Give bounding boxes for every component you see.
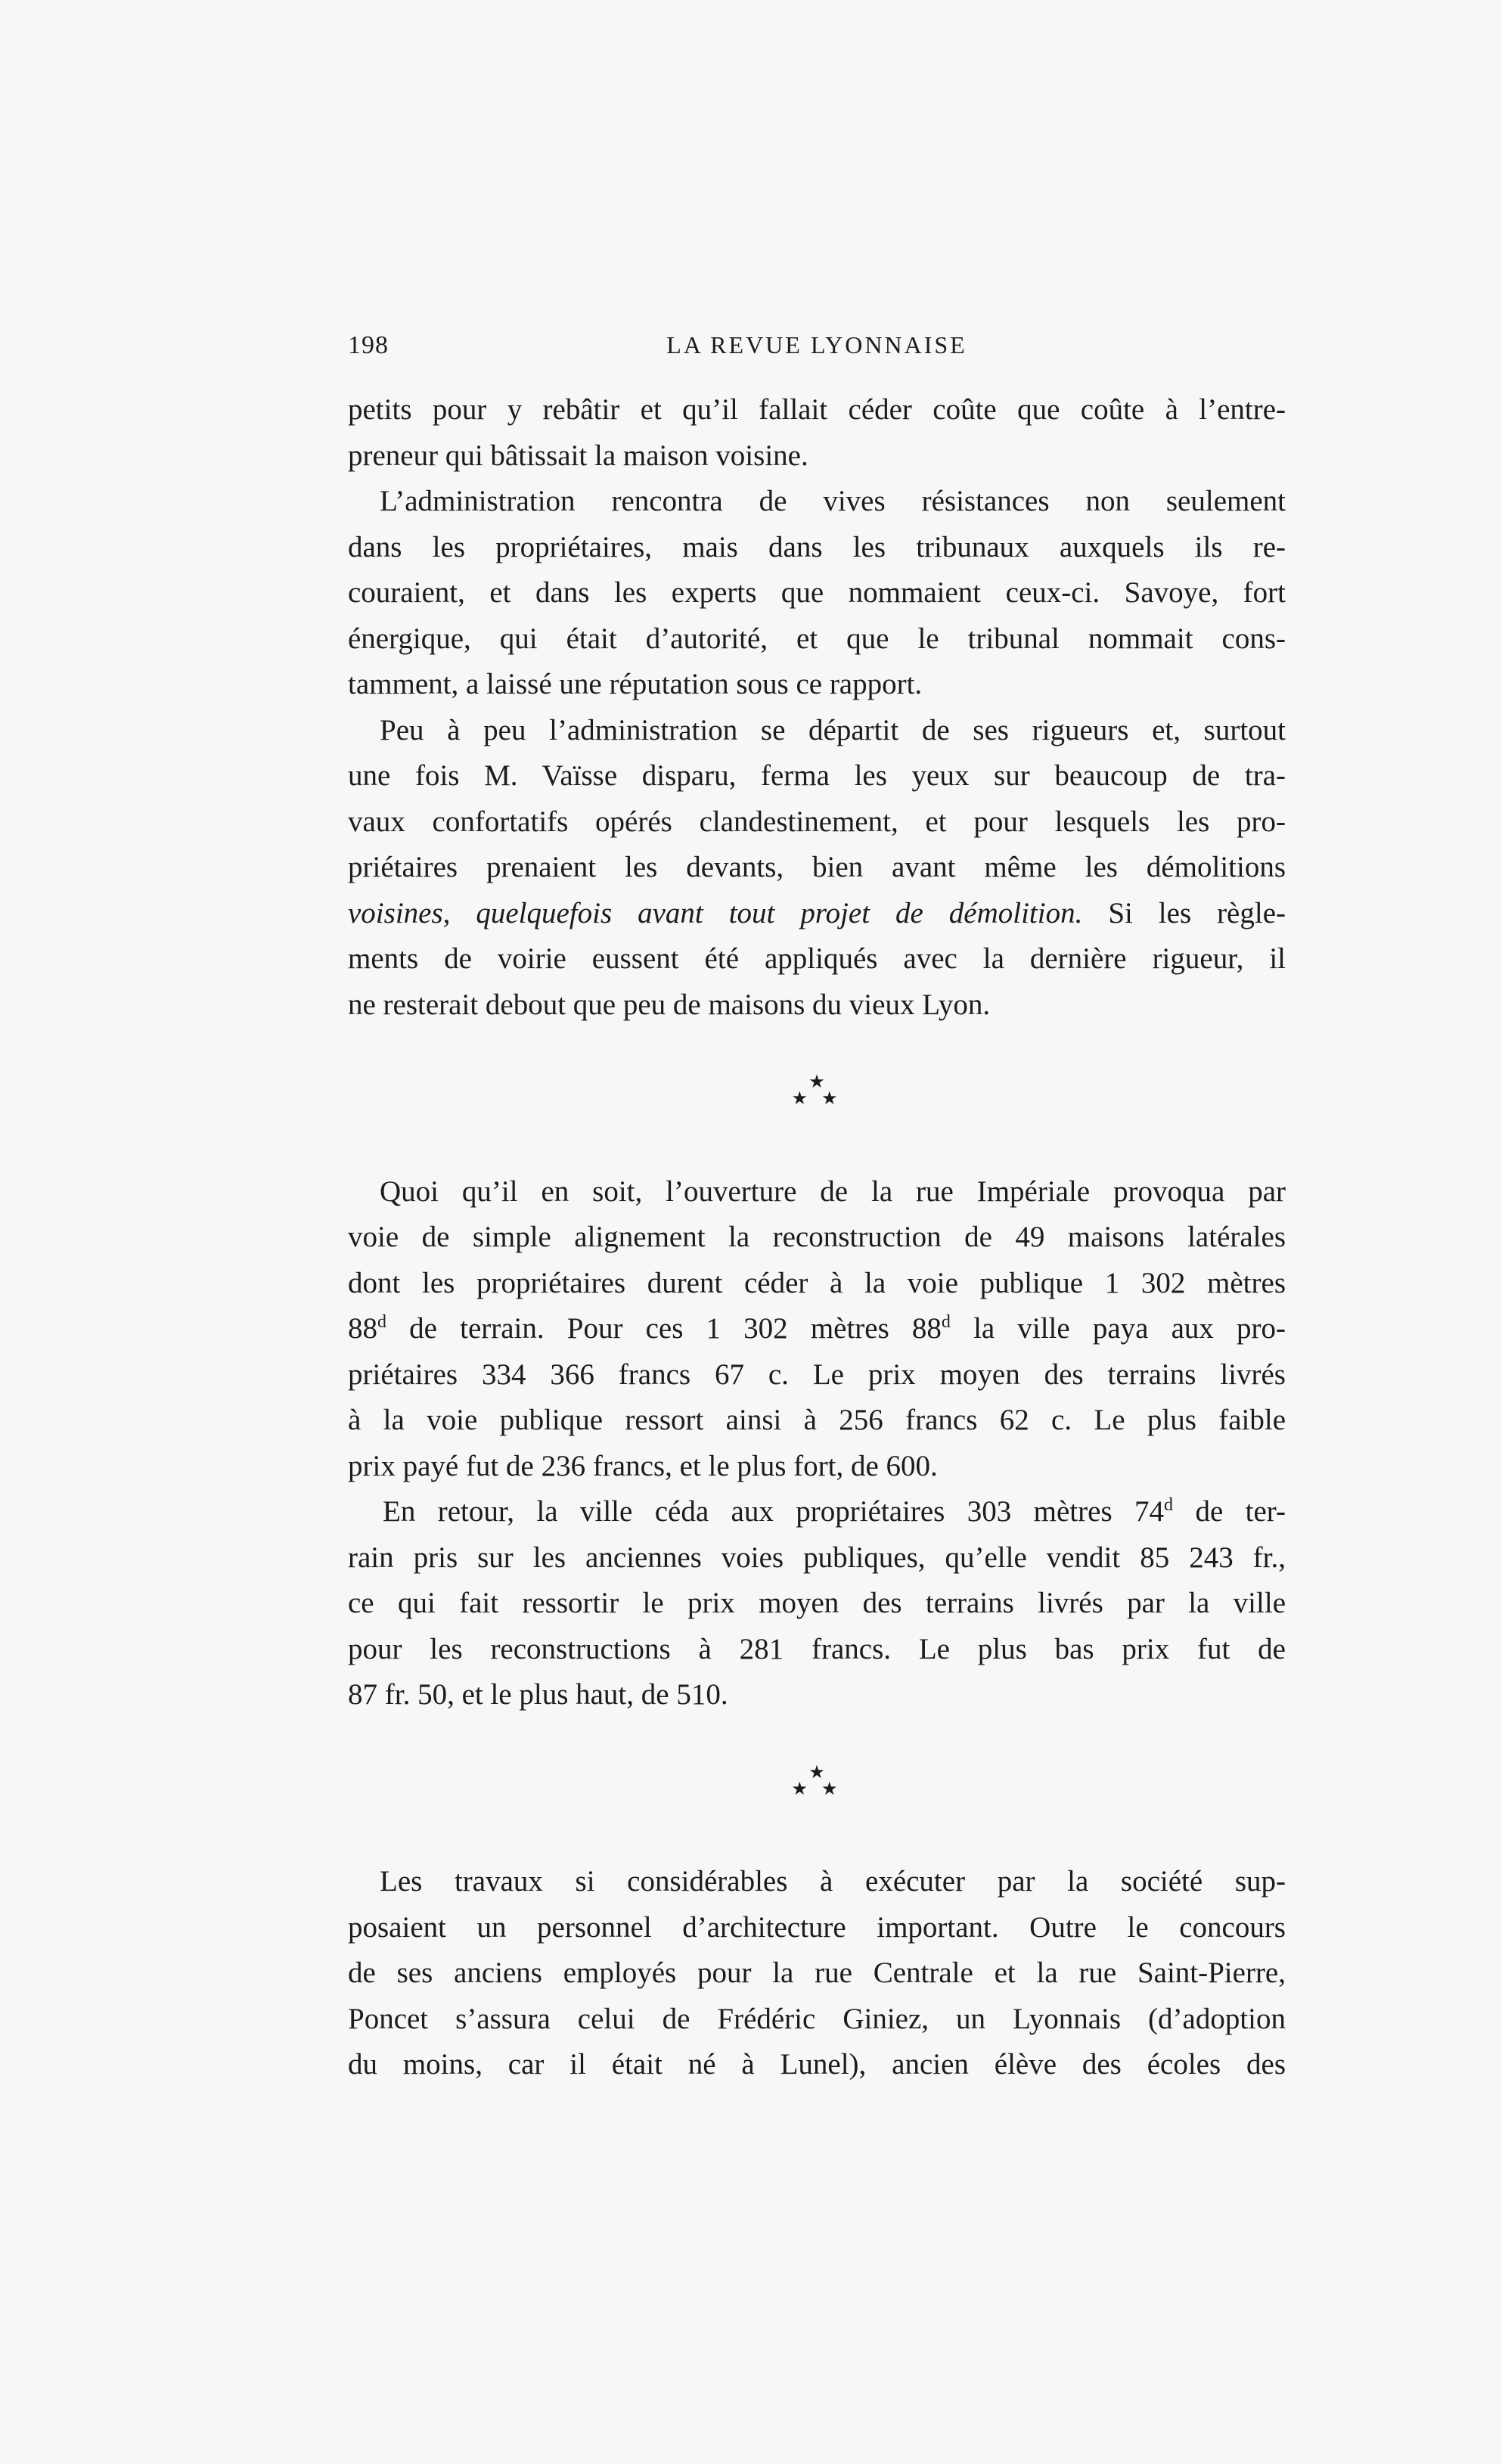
text-line: de ses anciens employés pour la rue Centrale et la rue Saint-Pierre, — [348, 1957, 1286, 1989]
text-line: posaient un personnel d’architecture important. Outre le concours — [348, 1910, 1286, 1944]
text-fragment: la ville paya aux pro- — [973, 1312, 1286, 1345]
text-line: dans les propriétaires, mais dans les tribunaux auxquels ils re- — [348, 530, 1286, 563]
section-separator — [348, 1073, 1286, 1119]
text-fragment: En retour, la ville céda aux propriétaires 303 mètres 74 — [383, 1495, 1165, 1528]
text-line: tamment, a laissé une réputation sous ce rapport. — [348, 668, 923, 700]
text-line: Poncet s’assura celui de Frédéric Giniez, un Lyonnais (d’adoption — [348, 2002, 1286, 2035]
text-fragment: de ter- — [1195, 1495, 1286, 1528]
paragraph — [348, 1169, 1286, 1490]
superscript: d — [1164, 1495, 1174, 1515]
running-title: LA REVUE LYONNAISE — [666, 331, 967, 358]
text-line: ce qui fait ressortir le prix moyen des terrains livrés par la ville — [348, 1587, 1286, 1619]
paragraph — [348, 1859, 1286, 2088]
text-line: voie de simple alignement la reconstruction de 49 maisons latérales — [348, 1221, 1286, 1253]
text-line — [348, 1489, 1286, 1535]
text-line: ne resterait debout que peu de maisons du vieux Lyon. — [348, 988, 991, 1021]
text-line: priétaires 334 366 francs 67 c. Le prix moyen des terrains livrés — [348, 1358, 1286, 1391]
superscript: d — [377, 1312, 386, 1332]
text-line: une fois M. Vaïsse disparu, ferma les yeux sur beaucoup de tra- — [348, 759, 1286, 792]
stars-icon: ★ ★ — [791, 1089, 843, 1109]
stars-icon: ★ ★ — [791, 1779, 843, 1799]
text-line: preneur qui bâtissait la maison voisine. — [348, 439, 808, 472]
text-line: couraient, et dans les experts que nommaient ceux-ci. Savoye, fort — [348, 576, 1286, 609]
text-line: vaux confortatifs opérés clandestinement, et pour lesquels les pro- — [348, 805, 1286, 838]
text-line: L’administration rencontra de vives résistances non seulement — [380, 485, 1286, 517]
text-line: Peu à peu l’administration se départit de ses rigueurs et, surtout — [380, 713, 1286, 746]
italic-text: voisines, quelquefois avant tout projet de démolition. — [348, 896, 1083, 929]
text-line: Quoi qu’il en soit, l’ouverture de la rue Impériale provoqua par — [380, 1175, 1286, 1208]
star-icon: ★ — [808, 1762, 825, 1783]
page-header — [348, 331, 1286, 369]
text-line: petits pour y rebâtir et qu’il fallait céder coûte que coûte à l’entre- — [348, 393, 1286, 426]
text-line: Les travaux si considérables à exécuter par la société sup- — [380, 1865, 1286, 1898]
text-line — [348, 1306, 1286, 1352]
superscript: d — [941, 1312, 951, 1332]
paragraph — [348, 479, 1286, 708]
text-line: pour les reconstructions à 281 francs. Le plus bas prix fut de — [348, 1632, 1286, 1665]
paragraph — [348, 387, 1286, 479]
text-fragment: Si les règle- — [1108, 896, 1286, 929]
text-line: énergique, qui était d’autorité, et que le tribunal nommait cons- — [348, 622, 1286, 655]
text-fragment: de terrain. Pour ces 1 302 mètres 88 — [409, 1312, 942, 1345]
text-line: ments de voirie eussent été appliqués avec la dernière rigueur, il — [348, 942, 1286, 975]
text-line: dont les propriétaires durent céder à la voie publique 1 302 mètres — [348, 1266, 1286, 1299]
section-separator — [348, 1764, 1286, 1810]
paragraph — [348, 1489, 1286, 1718]
text-line: prix payé fut de 236 francs, et le plus fort, de 600. — [348, 1449, 938, 1482]
text-line: du moins, car il était né à Lunel), ancien élève des écoles des — [348, 2048, 1286, 2081]
text-line: à la voie publique ressort ainsi à 256 francs 62 c. Le plus faible — [348, 1404, 1286, 1436]
paragraph — [348, 708, 1286, 1029]
page-number: 198 — [348, 331, 389, 359]
text-line: 87 fr. 50, et le plus haut, de 510. — [348, 1678, 728, 1711]
text-fragment: 88 — [348, 1312, 377, 1345]
star-icon: ★ — [808, 1072, 825, 1092]
text-line: rain pris sur les anciennes voies publiques, qu’elle vendit 85 243 fr., — [348, 1541, 1286, 1574]
text-line: priétaires prenaient les devants, bien avant même les démolitions — [348, 851, 1286, 883]
page-body — [348, 387, 1286, 2088]
text-line — [348, 891, 1286, 937]
